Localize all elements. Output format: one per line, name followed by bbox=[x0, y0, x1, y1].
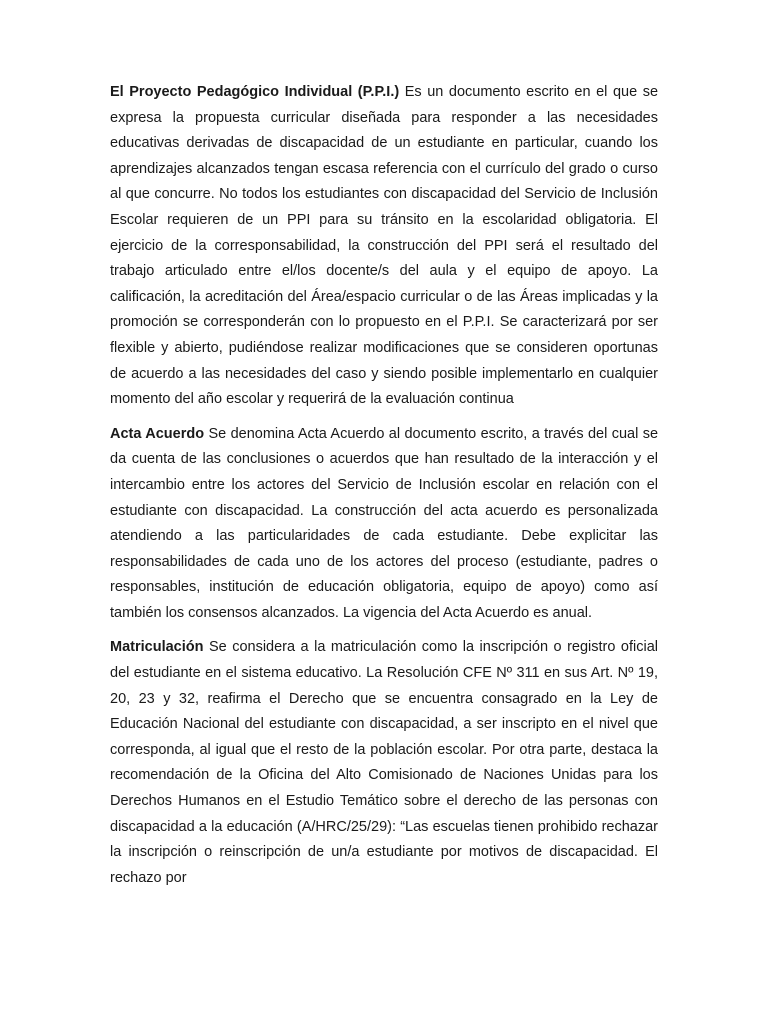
term-matriculacion: Matriculación bbox=[110, 639, 204, 656]
term-ppi: El Proyecto Pedagógico Individual (P.P.I.) bbox=[110, 84, 400, 100]
term-acta-acuerdo: Acta Acuerdo bbox=[110, 425, 205, 442]
document-page bbox=[110, 80, 658, 900]
paragraph-ppi-text: Es un documento escrito en el que se expresa la propuesta curricular diseñada para responder a las necesidades educativas derivadas de discapacidad de un estudiante en particular, cuando los aprendizajes alcanzados tengan escasa referencia con el currículo del grado o curso al que concurre. No todos los estudiantes con discapacidad del Servicio de Inclusión Escolar requieren de un PPI para su tránsito en la escolaridad obligatoria. El ejercicio de la corresponsabilidad, la construcción del PPI será el resultado del trabajo articulado entre el/los docente/s del aula y el equipo de apoyo. La calificación, la acreditación del Área/espacio curricular o de las Áreas implicadas y la promoción se corresponderán con lo propuesto en el P.P.I. Se caracterizará por ser flexible y abierto, pudiéndose realizar modificaciones que se consideren oportunas de acuerdo a las necesidades del caso y siendo posible implementarlo en cualquier momento del año escolar y requerirá de la evaluación continua bbox=[110, 84, 659, 408]
paragraph-matriculacion bbox=[110, 635, 658, 891]
paragraph-ppi bbox=[110, 80, 658, 413]
paragraph-acta-acuerdo bbox=[110, 422, 658, 627]
paragraph-acta-acuerdo-text: Se denomina Acta Acuerdo al documento escrito, a través del cual se da cuenta de las conclusiones o acuerdos que han resultado de la interacción y el intercambio entre los actores del Servicio de Inclusión escolar en relación con el estudiante con discapacidad. La construcción del acta acuerdo es personalizada atendiendo a las particularidades de cada estudiante. Debe explicitar las responsabilidades de cada uno de los actores del proceso (estudiante, padres o responsables, institución de educación obligatoria, equipo de apoyo) como así también los consensos alcanzados. La vigencia del Acta Acuerdo es anual. bbox=[110, 425, 659, 621]
paragraph-matriculacion-text: Se considera a la matriculación como la inscripción o registro oficial del estudiante en el sistema educativo. La Resolución CFE Nº 311 en sus Art. Nº 19, 20, 23 y 32, reafirma el Derecho que se encuentra consagrado en la Ley de Educación Nacional del estudiante con discapacidad, a ser inscripto en el nivel que corresponda, al igual que el resto de la población escolar. Por otra parte, destaca la recomendación de la Oficina del Alto Comisionado de Naciones Unidas para los Derechos Humanos en el Estudio Temático sobre el derecho de las personas con discapacidad a la educación (A/HRC/25/29): “Las escuelas tienen prohibido rechazar la inscripción o reinscripción de un/a estudiante por motivos de discapacidad. El rechazo por bbox=[110, 639, 658, 886]
